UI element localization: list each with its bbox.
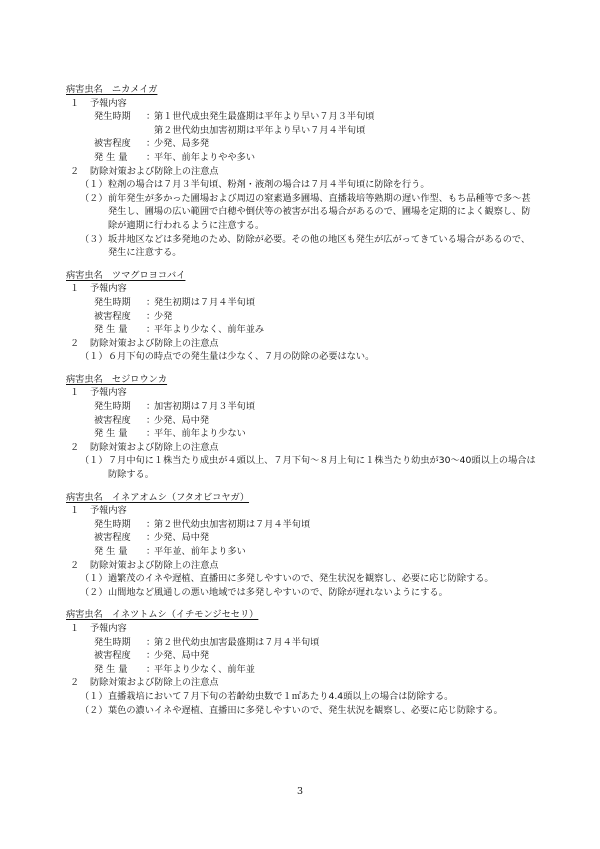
forecast-heading <box>66 504 536 518</box>
note-item <box>66 586 536 600</box>
note-number: （１） <box>80 179 108 191</box>
section-label: 予報内容 <box>90 283 127 295</box>
section-label: 予報内容 <box>90 622 127 634</box>
forecast-label: 発生時期 <box>94 636 131 648</box>
pest-title: 病害虫名 イネアオムシ（フタオビコヤガ） <box>66 491 250 503</box>
forecast-label: 発生時期 <box>94 401 131 413</box>
forecast-list <box>66 636 536 677</box>
measures-heading <box>66 337 536 351</box>
pest-title: 病害虫名 ニカメイガ <box>66 84 158 95</box>
forecast-colon: ： <box>146 401 156 413</box>
note-text: ６月下旬の時点での発生量は少なく、７月の防除の必要はない。 <box>108 351 375 363</box>
forecast-list <box>66 400 536 441</box>
forecast-text: 平年より少なく、前年並 <box>154 663 255 675</box>
forecast-label: 発生時期 <box>94 111 131 123</box>
section-label: 防除対策および防除上の注意点 <box>90 165 219 177</box>
note-text: 坂井地区などは多発地のため、防除が必要。その他の地区も発生が広がってきている場合があるので、発生に注意する。 <box>108 233 531 259</box>
forecast-label: 被害程度 <box>94 310 131 322</box>
forecast-colon: ： <box>146 151 156 163</box>
forecast-colon: ： <box>146 663 156 675</box>
forecast-label: 被害程度 <box>94 532 131 544</box>
note-number: （２） <box>80 586 108 598</box>
forecast-heading <box>66 97 536 111</box>
measures-heading <box>66 441 536 455</box>
note-number: （１） <box>80 573 108 585</box>
section-number: ２ <box>70 337 80 349</box>
forecast-item <box>94 545 536 559</box>
forecast-list <box>66 518 536 559</box>
note-item <box>66 192 536 233</box>
section-label: 防除対策および防除上の注意点 <box>90 559 219 571</box>
forecast-colon: ： <box>146 546 156 557</box>
note-number: （１） <box>80 351 108 363</box>
forecast-text: 平年より少なく、前年並み <box>154 324 265 336</box>
forecast-item <box>94 531 536 545</box>
forecast-heading <box>66 282 536 296</box>
forecast-item <box>94 427 536 441</box>
forecast-text: 平年並、前年より多い <box>154 546 246 557</box>
section-number: ２ <box>70 677 80 689</box>
section-number: ２ <box>70 165 80 177</box>
forecast-item <box>94 649 536 663</box>
forecast-text: 加害初期は７月３半旬頃 <box>154 401 256 413</box>
forecast-text: 少発、局多発 <box>154 138 210 150</box>
forecast-text: 平年、前年よりやや多い <box>154 151 256 163</box>
note-item <box>66 704 536 718</box>
section-label: 防除対策および防除上の注意点 <box>90 337 219 349</box>
forecast-text: 第１世代成虫発生最盛期は平年より早い７月３半旬頃 <box>154 111 375 123</box>
forecast-colon: ： <box>146 532 156 544</box>
forecast-item <box>94 151 536 165</box>
section-label: 予報内容 <box>90 387 127 399</box>
forecast-text: 第２世代幼虫加害初期は７月４半旬頃 <box>154 518 311 530</box>
section-number: １ <box>70 387 80 399</box>
forecast-label: 被害程度 <box>94 138 131 150</box>
pest-title: 病害虫名 セジロウンカ <box>66 373 168 385</box>
forecast-item <box>94 137 536 151</box>
forecast-heading <box>66 622 536 636</box>
forecast-label: 発 生 量 <box>94 151 128 163</box>
forecast-label: 発生時期 <box>94 296 131 308</box>
section-label: 予報内容 <box>90 505 127 517</box>
forecast-colon <box>146 124 154 138</box>
forecast-text: 少発、局中発 <box>154 650 210 662</box>
forecast-colon: ： <box>146 650 156 662</box>
note-number: （３） <box>80 233 108 245</box>
forecast-list <box>66 296 536 337</box>
forecast-label: 発 生 量 <box>94 324 128 336</box>
note-item <box>66 178 536 192</box>
forecast-label: 発 生 量 <box>94 428 128 440</box>
note-text: 過繁茂のイネや遅植、直播田に多発しやすいので、発生状況を観察し、必要に応じ防除する。 <box>108 573 494 585</box>
forecast-text: 少発、局中発 <box>154 532 210 544</box>
forecast-colon: ： <box>146 296 156 308</box>
pest-section <box>66 491 536 600</box>
section-label: 予報内容 <box>90 97 127 109</box>
section-number: ２ <box>70 559 80 571</box>
pest-section <box>66 373 536 482</box>
forecast-item <box>94 663 536 677</box>
note-text: 葉色の濃いイネや遅植、直播田に多発しやすいので、発生状況を観察し、必要に応じ防除する。 <box>108 704 503 716</box>
forecast-item <box>94 414 536 428</box>
forecast-label: 被害程度 <box>94 414 131 426</box>
pest-title: 病害虫名 ツマグロヨコバイ <box>66 269 186 281</box>
measures-heading <box>66 559 536 573</box>
document-body <box>66 83 536 726</box>
forecast-item <box>94 124 536 138</box>
forecast-text: 少発、局中発 <box>154 414 210 426</box>
note-item <box>66 690 536 704</box>
forecast-colon: ： <box>146 414 156 426</box>
note-text: 前年発生が多かった圃場および周辺の窒素過多圃場、直播栽培等熟期の遅い作型、もち品種等で多～甚発生し、圃場の広い範囲で白穂や倒伏等の被害が出る場合があるので、圃場を定期的によく観察し、防除が適期に行われるように注意する。 <box>108 192 531 231</box>
forecast-colon: ： <box>146 111 156 123</box>
pest-section <box>66 608 536 717</box>
forecast-colon: ： <box>146 428 156 440</box>
section-number: ２ <box>70 441 80 453</box>
note-item <box>66 454 536 481</box>
note-text: 粒剤の場合は７月３半旬頃、粉剤・液剤の場合は７月４半旬頃に防除を行う。 <box>108 179 430 191</box>
forecast-text: 第２世代幼虫加害最盛期は７月４半旬頃 <box>154 636 320 648</box>
note-text: 山間地など風通しの悪い地域では多発しやすいので、防除が遅れないようにする。 <box>108 586 448 598</box>
forecast-colon: ： <box>146 324 156 336</box>
measures-heading <box>66 165 536 179</box>
forecast-text: 平年、前年より少ない <box>154 428 246 440</box>
forecast-item <box>94 323 536 337</box>
forecast-text: 少発 <box>154 310 173 322</box>
forecast-label: 被害程度 <box>94 650 131 662</box>
note-number: （１） <box>80 690 108 702</box>
note-number: （１） <box>80 455 108 467</box>
measures-heading <box>66 676 536 690</box>
forecast-heading <box>66 386 536 400</box>
forecast-item <box>94 636 536 650</box>
section-number: １ <box>70 622 80 634</box>
forecast-label: 発生時期 <box>94 518 131 530</box>
forecast-item <box>94 310 536 324</box>
pest-section <box>66 83 536 260</box>
note-item <box>66 233 536 260</box>
forecast-text: 発生初期は７月４半旬頃 <box>154 296 256 308</box>
note-number: （２） <box>80 192 108 204</box>
note-item <box>66 350 536 364</box>
page-number: 3 <box>296 786 304 797</box>
section-label: 防除対策および防除上の注意点 <box>90 441 219 453</box>
section-number: １ <box>70 283 80 295</box>
note-text: ７月中旬に１株当たり成虫が４頭以上、７月下旬～８月上旬に１株当たり幼虫が30～40頭以上の場合は防除する。 <box>108 455 536 481</box>
forecast-item <box>94 296 536 310</box>
forecast-colon: ： <box>146 636 156 648</box>
note-text: 直播栽培において７月下旬の若齢幼虫数で１㎡あたり4.4頭以上の場合は防除する。 <box>108 690 454 702</box>
section-number: １ <box>70 505 80 517</box>
pest-title: 病害虫名 イネツトムシ（イチモンジセセリ） <box>66 609 259 621</box>
forecast-item <box>94 518 536 532</box>
forecast-label: 発 生 量 <box>94 546 128 557</box>
note-item <box>66 572 536 586</box>
forecast-item <box>94 400 536 414</box>
forecast-label: 発 生 量 <box>94 663 128 675</box>
forecast-colon: ： <box>146 138 156 150</box>
pest-section <box>66 269 536 364</box>
forecast-colon: ： <box>146 310 156 322</box>
note-number: （２） <box>80 704 108 716</box>
section-number: １ <box>70 97 80 109</box>
forecast-colon: ： <box>146 518 156 530</box>
forecast-label <box>94 124 146 138</box>
section-label: 防除対策および防除上の注意点 <box>90 677 219 689</box>
forecast-item <box>94 110 536 124</box>
forecast-text: 第２世代幼虫加害初期は平年より早い７月４半旬頃 <box>154 124 366 136</box>
forecast-list <box>66 110 536 164</box>
